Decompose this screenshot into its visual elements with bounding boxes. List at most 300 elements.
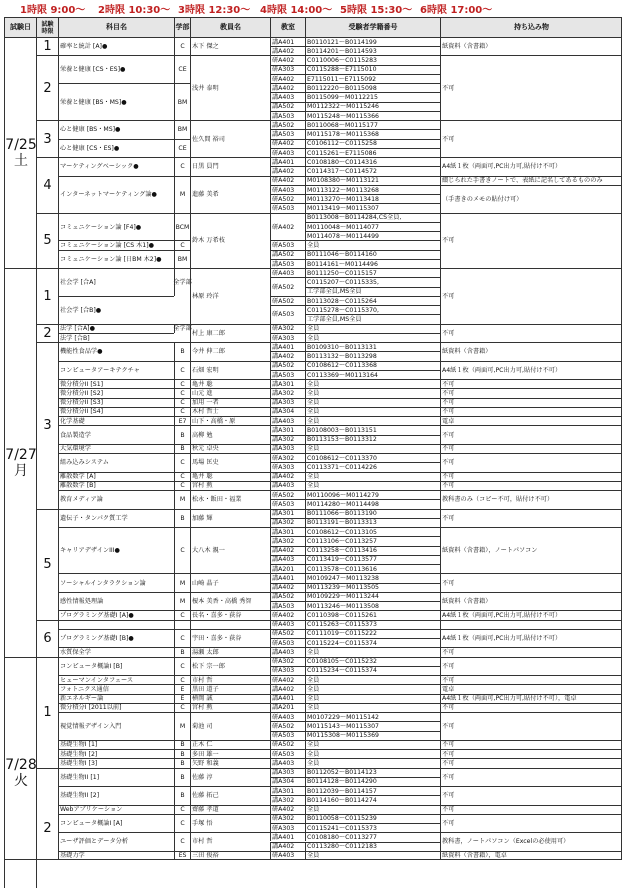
- exam-period: 2: [36, 768, 58, 888]
- allowed-items: A4紙１枚（両面可,PC出力可,貼付け不可）: [440, 361, 622, 379]
- student-id-range: 全員: [305, 675, 440, 684]
- allowed-items: 紙資料（含書籍），ノートパソコン: [440, 527, 622, 573]
- department: C: [174, 814, 190, 832]
- student-id-range: 全員: [305, 472, 440, 481]
- exam-room: 講A401: [270, 157, 305, 166]
- student-id-range: C0108612～C0113368: [305, 361, 440, 370]
- student-id-range: B0110121～B0114199: [305, 37, 440, 46]
- column-header: 教員名: [190, 17, 270, 37]
- exam-period: 1: [36, 268, 58, 323]
- exam-room: 研A503: [270, 305, 305, 323]
- student-id-range: 全員: [305, 758, 440, 767]
- student-id-range: B0109310～B0113131: [305, 342, 440, 351]
- department: C: [174, 703, 190, 712]
- allowed-items: 不可: [440, 444, 622, 453]
- teacher-name: 木下 傑之: [190, 37, 270, 55]
- subject-name: コンピュータ概論I [B]: [58, 657, 174, 675]
- allowed-items: A4紙１枚（両面可,PC出力可,貼付け不可）: [440, 610, 622, 619]
- exam-room: 講A502: [270, 250, 305, 259]
- allowed-items: 不可: [440, 481, 622, 490]
- student-id-range: C0113419～C0113577: [305, 555, 440, 564]
- teacher-name: 佐久間 裕司: [190, 120, 270, 157]
- exam-period: 5: [36, 213, 58, 268]
- department: M: [174, 176, 190, 213]
- student-id-range: M0115178～M0115368: [305, 129, 440, 138]
- exam-period: 5: [36, 509, 58, 620]
- department: ES: [174, 851, 190, 860]
- student-id-range: M0113122～M0113268: [305, 185, 440, 194]
- student-id-range: M0110096～M0114279: [305, 490, 440, 499]
- exam-room: 研A503: [270, 203, 305, 212]
- student-id-range: M0113239～M0113505: [305, 583, 440, 592]
- subject-name: 組み込みシステム: [58, 453, 174, 471]
- student-id-range: 全員: [305, 694, 440, 703]
- department: B: [174, 509, 190, 527]
- student-id-range: B0111250～C0115157: [305, 268, 440, 277]
- teacher-name: 亀井 聡: [190, 472, 270, 481]
- exam-room: 講A402: [270, 83, 305, 92]
- department: 全学部: [173, 325, 192, 333]
- student-id-range: B0112039～B0114157: [305, 786, 440, 795]
- student-id-range: C0115278～C0115370,: [305, 305, 440, 314]
- department: M: [174, 592, 190, 610]
- department: C: [174, 805, 190, 814]
- exam-room: 講A302: [270, 518, 305, 527]
- teacher-name: 三田 俊裕: [190, 851, 270, 860]
- exam-room: 研A303: [270, 823, 305, 832]
- student-id-range: M0108380～M0113121: [305, 176, 440, 185]
- teacher-name: 馬場 匡史: [190, 453, 270, 471]
- teacher-name: [190, 620, 270, 629]
- teacher-name: 高柳 勉: [190, 425, 270, 443]
- student-id-range: C0111019～C0115222: [305, 629, 440, 638]
- student-id-range: C0115241～C0115373: [305, 823, 440, 832]
- teacher-name: 浅井 泰明: [190, 55, 270, 120]
- column-header: 科目名: [58, 17, 174, 37]
- allowed-items: 不可: [440, 453, 622, 471]
- exam-room: 研A402: [270, 176, 305, 185]
- exam-room: 研A302: [270, 814, 305, 823]
- exam-room: 研A502: [270, 296, 305, 305]
- student-id-range: B0114201～B0114593: [305, 46, 440, 55]
- allowed-items: 不可: [440, 388, 622, 397]
- subject-name: 心と健康 [CS・ES]●: [58, 139, 174, 157]
- teacher-name: 長名・喜多・荻谷: [190, 610, 270, 619]
- subject-name: 社会学 [合B]●: [58, 296, 174, 324]
- student-id-range: C0110006～C0115283: [305, 55, 440, 64]
- student-id-range: B0110068～M0115177: [305, 120, 440, 129]
- subject-name: 視覚情報デザイン入門: [58, 712, 174, 740]
- department: C: [174, 407, 190, 416]
- allowed-items: 不可: [440, 786, 622, 804]
- exam-period: 1: [36, 37, 58, 55]
- subject-name: 大気環境学: [58, 444, 174, 453]
- student-id-range: C0106112～C0115258: [305, 139, 440, 148]
- department: C: [174, 657, 190, 675]
- exam-room: 研A503: [270, 240, 305, 249]
- student-id-range: C0115261～E7115086: [305, 148, 440, 157]
- department: B: [174, 768, 190, 786]
- department: B: [174, 342, 190, 360]
- department: C: [174, 453, 190, 471]
- teacher-name: 木村 哲士: [190, 407, 270, 416]
- exam-room: 研A402: [270, 610, 305, 619]
- subject-name: 栄養と健康 [CS・ES]●: [58, 55, 174, 83]
- allowed-items: 不可: [440, 120, 622, 157]
- student-id-range: B0112052～B0114123: [305, 768, 440, 777]
- exam-period: 3: [36, 342, 58, 508]
- subject-name: 基礎生物II [2]: [58, 786, 174, 804]
- exam-room: 研A402: [270, 139, 305, 148]
- exam-room: 講A503: [270, 601, 305, 610]
- column-header: 学部: [174, 17, 190, 37]
- department: E: [174, 694, 190, 703]
- teacher-name: 菊池 司: [190, 712, 270, 740]
- allowed-items: 不可: [440, 805, 622, 814]
- department: C: [174, 388, 190, 397]
- student-id-range: 全員: [305, 703, 440, 712]
- exam-room: 講A301: [270, 379, 305, 388]
- department: B: [174, 444, 190, 453]
- student-id-range: M0115308～M0115369: [305, 731, 440, 740]
- student-id-range: 全員: [305, 684, 440, 693]
- exam-room: 講A502: [270, 120, 305, 129]
- exam-room: 講A301: [270, 509, 305, 518]
- student-id-range: 全員: [305, 647, 440, 656]
- subject-name: 新エネルギー論: [58, 694, 174, 703]
- subject-name: 法学 [合B]: [58, 333, 174, 342]
- subject-name: 教育メディア論: [58, 490, 174, 508]
- exam-room: 研A302: [270, 657, 305, 666]
- student-id-range: B0113132～B0113298: [305, 351, 440, 360]
- period-time-2: 2時限 10:30～: [98, 5, 171, 16]
- student-id-range: M0109229～M0113244: [305, 592, 440, 601]
- allowed-items: 不可: [440, 675, 622, 684]
- allowed-items: 電卓: [440, 684, 622, 693]
- allowed-items: 不可: [440, 472, 622, 481]
- subject-name: 微分積分II [S4]: [58, 407, 174, 416]
- teacher-name: 山崎 晶子: [190, 573, 270, 591]
- exam-room: 講A403: [270, 758, 305, 767]
- exam-date: 7/27 月: [4, 268, 36, 656]
- student-id-range: M0115248～M0115366: [305, 111, 440, 120]
- allowed-items: 教科書のみ（コピー不可，貼付け不可）: [440, 490, 622, 508]
- teacher-name: 進藤 美希: [190, 176, 270, 213]
- student-id-range: C0115288～E7115010: [305, 65, 440, 74]
- exam-room: 研A302: [270, 324, 305, 333]
- exam-room: 講A401: [270, 37, 305, 46]
- student-id-range: C0108612～C0113370: [305, 453, 440, 462]
- department: C: [174, 157, 190, 175]
- student-id-range: C0113578～C0113616: [305, 564, 440, 573]
- student-id-range: 全員: [305, 851, 440, 860]
- student-id-range: 工学部全員,MS全員: [305, 287, 440, 296]
- student-id-range: B0113028～C0115264: [305, 296, 440, 305]
- subject-name: 法学 [合A]●: [58, 324, 174, 333]
- exam-period: 6: [36, 620, 58, 657]
- exam-room: 講A503: [270, 370, 305, 379]
- allowed-items: 不可: [440, 425, 622, 443]
- subject-name: マーケティングベーシック●: [58, 157, 174, 175]
- exam-room: 研A402: [270, 74, 305, 83]
- allowed-items: 不可: [440, 647, 622, 656]
- allowed-items: 不可: [440, 324, 622, 342]
- subject-name: フォトニクス通信: [58, 684, 174, 693]
- subject-name: インターネットマーケティング論●: [58, 176, 174, 213]
- exam-room: 講A402: [270, 583, 305, 592]
- column-header: 持ち込み物: [440, 17, 622, 37]
- allowed-items: 不可: [440, 814, 622, 832]
- department: [174, 620, 190, 629]
- exam-schedule-table: [4, 17, 622, 860]
- department: M: [174, 712, 190, 740]
- allowed-items: 不可: [440, 55, 622, 120]
- allowed-items: 不可: [440, 213, 622, 268]
- department: C: [174, 832, 190, 850]
- exam-room: 研A503: [270, 731, 305, 740]
- teacher-name: 齋藤 孝道: [190, 805, 270, 814]
- student-id-range: C0110398～C0115261: [305, 610, 440, 619]
- student-id-range: B0114161～M0114496: [305, 259, 440, 268]
- teacher-name: 佐藤 拓己: [190, 786, 270, 804]
- subject-name: 機能性食品学●: [58, 342, 174, 360]
- subject-name: 確率と統計 [A]●: [58, 37, 174, 55]
- student-id-range: B0113008～B0114284,CS全員,: [305, 213, 440, 222]
- department: M: [174, 490, 190, 508]
- subject-name: Webアプリケーション: [58, 805, 174, 814]
- exam-room: 研A303: [270, 666, 305, 675]
- exam-room: 研A403: [270, 851, 305, 860]
- exam-room: 講A403: [270, 416, 305, 425]
- period-time-6: 6時限 17:00～: [420, 5, 493, 16]
- subject-name: ソーシャルインタラクション論: [58, 573, 174, 591]
- student-id-range: C0108180～C0114316: [305, 157, 440, 166]
- exam-room: 研A402: [270, 55, 305, 64]
- exam-room: 講A301: [270, 786, 305, 795]
- student-id-range: C0108180～C0113277: [305, 832, 440, 841]
- exam-room: 講A304: [270, 407, 305, 416]
- teacher-name: 正木 仁: [190, 740, 270, 749]
- exam-room: 講A402: [270, 351, 305, 360]
- teacher-name: 黒田 道子: [190, 684, 270, 693]
- teacher-name: 林原 玲洋: [190, 268, 270, 323]
- exam-date: 7/25 土: [4, 37, 36, 268]
- department: B: [174, 647, 190, 656]
- student-id-range: 全員: [305, 379, 440, 388]
- subject-name: [58, 620, 174, 629]
- student-id-range: C0115207～C0115335,: [305, 277, 440, 286]
- exam-room: 研A403: [270, 268, 305, 277]
- exam-room: 研A502: [270, 490, 305, 499]
- exam-room: 講A301: [270, 527, 305, 536]
- exam-period: 2: [36, 324, 58, 342]
- student-id-range: M0113246～M0113508: [305, 601, 440, 610]
- teacher-name: 宇田・喜多・荻谷: [190, 629, 270, 647]
- exam-room: 講A401: [270, 573, 305, 582]
- exam-room: 研A502: [270, 277, 305, 295]
- allowed-items: （手書きのメモの貼付け可）: [440, 185, 622, 213]
- teacher-name: 山下・高橋・原: [190, 416, 270, 425]
- department: CE: [174, 55, 190, 83]
- teacher-name: 湯瀬 太郎: [190, 647, 270, 656]
- teacher-name: 榎本 美香・高橋 秀智: [190, 592, 270, 610]
- subject-name: 基礎生物II [1]: [58, 768, 174, 786]
- exam-room: 研A303: [270, 65, 305, 74]
- allowed-items: 不可: [440, 573, 622, 591]
- subject-name: コンピュータ概論I [A]: [58, 814, 174, 832]
- exam-room: 講A503: [270, 129, 305, 138]
- exam-room: 研A402: [270, 805, 305, 814]
- student-id-range: C0113369～M0113164: [305, 370, 440, 379]
- department: B: [174, 749, 190, 758]
- exam-room: 講A303: [270, 768, 305, 777]
- student-id-range: M0109247～M0113238: [305, 573, 440, 582]
- teacher-name: 市村 哲: [190, 675, 270, 684]
- allowed-items: 不可: [440, 712, 622, 740]
- exam-date: 7/28 火: [4, 657, 36, 888]
- subject-name: 感性情報処理論: [58, 592, 174, 610]
- student-id-range: 全員: [305, 398, 440, 407]
- exam-room: 講A402: [270, 46, 305, 55]
- teacher-name: 鈴木 万希枝: [190, 213, 270, 268]
- subject-name: 基礎生物I [1]: [58, 740, 174, 749]
- student-id-range: C0114317～C0114572: [305, 166, 440, 175]
- department: 全学部: [174, 268, 190, 296]
- subject-name: プログラミング基礎I [A]●: [58, 610, 174, 619]
- department: BM: [174, 83, 190, 120]
- subject-name: 離散数学 [A]: [58, 472, 174, 481]
- exam-period: 4: [36, 157, 58, 212]
- student-id-range: B0110058～C0115239: [305, 814, 440, 823]
- student-id-range: C0115234～C0115374: [305, 666, 440, 675]
- exam-room: 講A503: [270, 259, 305, 268]
- column-header: 試験 時限: [36, 17, 58, 37]
- subject-name: コミュニケーション論 [日BM 木2]●: [58, 250, 174, 268]
- allowed-items: [440, 620, 622, 629]
- exam-room: 講A401: [270, 694, 305, 703]
- teacher-name: 村上 康二郎: [190, 324, 270, 342]
- subject-name: コミュニケーション論 [F4]●: [58, 213, 174, 241]
- period-time-5: 5時限 15:30～: [340, 5, 413, 16]
- subject-name: 食品製造学: [58, 425, 174, 443]
- exam-room: 講A201: [270, 564, 305, 573]
- teacher-name: 手塚 悟: [190, 814, 270, 832]
- exam-room: 研A402: [270, 675, 305, 684]
- exam-period: 1: [36, 657, 58, 768]
- subject-name: 微分積分II [S2]: [58, 388, 174, 397]
- teacher-name: 佐藤 淳: [190, 768, 270, 786]
- subject-name: 基礎力学: [58, 851, 174, 860]
- student-id-range: 全員: [305, 749, 440, 758]
- exam-room: 研A403: [270, 620, 305, 629]
- allowed-items: 綴じられた手書きノートで、表紙に記名してあるもののみ: [440, 176, 622, 185]
- teacher-name: 大八木 親一: [190, 527, 270, 573]
- department: C: [174, 240, 190, 249]
- teacher-name: 市村 哲: [190, 832, 270, 850]
- student-id-range: B0113153～B0113312: [305, 435, 440, 444]
- student-id-range: M0114078～M0114499: [305, 231, 440, 240]
- student-id-range: 全員: [305, 240, 440, 249]
- allowed-items: 教科書，ノートパソコン（Excelの必使用可）: [440, 832, 622, 850]
- student-id-range: 全員: [305, 388, 440, 397]
- allowed-items: 不可: [440, 509, 622, 527]
- allowed-items: 紙資料（含書籍）: [440, 342, 622, 360]
- period-time-3: 3時限 12:30～: [178, 5, 251, 16]
- student-id-range: 全員: [305, 416, 440, 425]
- department: C: [174, 527, 190, 573]
- allowed-items: 紙資料（含書籍）: [440, 37, 622, 55]
- subject-name: 基礎生物I [3]: [58, 758, 174, 767]
- exam-room: 研A502: [270, 629, 305, 638]
- department: C: [174, 361, 190, 379]
- exam-room: 講A302: [270, 795, 305, 804]
- exam-room: 講A201: [270, 703, 305, 712]
- student-id-range: 全員: [305, 324, 440, 333]
- exam-room: 研A303: [270, 462, 305, 471]
- exam-room: 講A303: [270, 444, 305, 453]
- department: BCM: [174, 213, 190, 241]
- exam-room: 講A503: [270, 111, 305, 120]
- allowed-items: 不可: [440, 758, 622, 767]
- allowed-items: 不可: [440, 407, 622, 416]
- exam-room: 講A303: [270, 398, 305, 407]
- teacher-name: 松永・飯田・福業: [190, 490, 270, 508]
- exam-room: 講A502: [270, 361, 305, 370]
- exam-room: 研A403: [270, 185, 305, 194]
- teacher-name: 今井 伸二郎: [190, 342, 270, 360]
- exam-room: 研A403: [270, 712, 305, 721]
- subject-name: 微分積分II [S1]: [58, 379, 174, 388]
- exam-room: 研A503: [270, 638, 305, 647]
- exam-room: 研A302: [270, 453, 305, 462]
- subject-name: 心と健康 [BS・MS]●: [58, 120, 174, 138]
- student-id-range: B0111066～B0113190: [305, 509, 440, 518]
- student-id-range: C0113280～C0112183: [305, 842, 440, 851]
- student-id-range: M0112322～M0115246: [305, 102, 440, 111]
- subject-name: プログラミング基礎I [B]●: [58, 629, 174, 647]
- department: B: [174, 786, 190, 804]
- exam-room: 講A301: [270, 425, 305, 434]
- student-id-range: C0115224～C0115374: [305, 638, 440, 647]
- department: C: [174, 472, 190, 481]
- column-header: 受験者学籍番号: [305, 17, 440, 37]
- exam-period: 3: [36, 120, 58, 157]
- exam-room: 研A303: [270, 333, 305, 342]
- exam-room: 研A503: [270, 749, 305, 758]
- teacher-name: 日黒 員門: [190, 157, 270, 175]
- allowed-items: 不可: [440, 379, 622, 388]
- department: C: [174, 379, 190, 388]
- exam-room: 講A403: [270, 555, 305, 564]
- student-id-range: 全員: [305, 740, 440, 749]
- exam-room: 研A402: [270, 213, 305, 241]
- subject-name: 基礎生物I [2]: [58, 749, 174, 758]
- department: C: [174, 481, 190, 490]
- student-id-range: B0114160～B0114274: [305, 795, 440, 804]
- teacher-name: 加藤 輝: [190, 509, 270, 527]
- exam-room: 研A502: [270, 740, 305, 749]
- department: C: [174, 610, 190, 619]
- department: B: [174, 740, 190, 749]
- exam-room: 講A402: [270, 684, 305, 693]
- exam-room: 講A302: [270, 536, 305, 545]
- student-id-range: 全員: [305, 481, 440, 490]
- department: E: [174, 684, 190, 693]
- student-id-range: 全員: [305, 444, 440, 453]
- student-id-range: B0111046～B0114160: [305, 250, 440, 259]
- allowed-items: A4紙１枚（両面可,PC出力可,貼付け不可）: [440, 629, 622, 647]
- department: B: [174, 425, 190, 443]
